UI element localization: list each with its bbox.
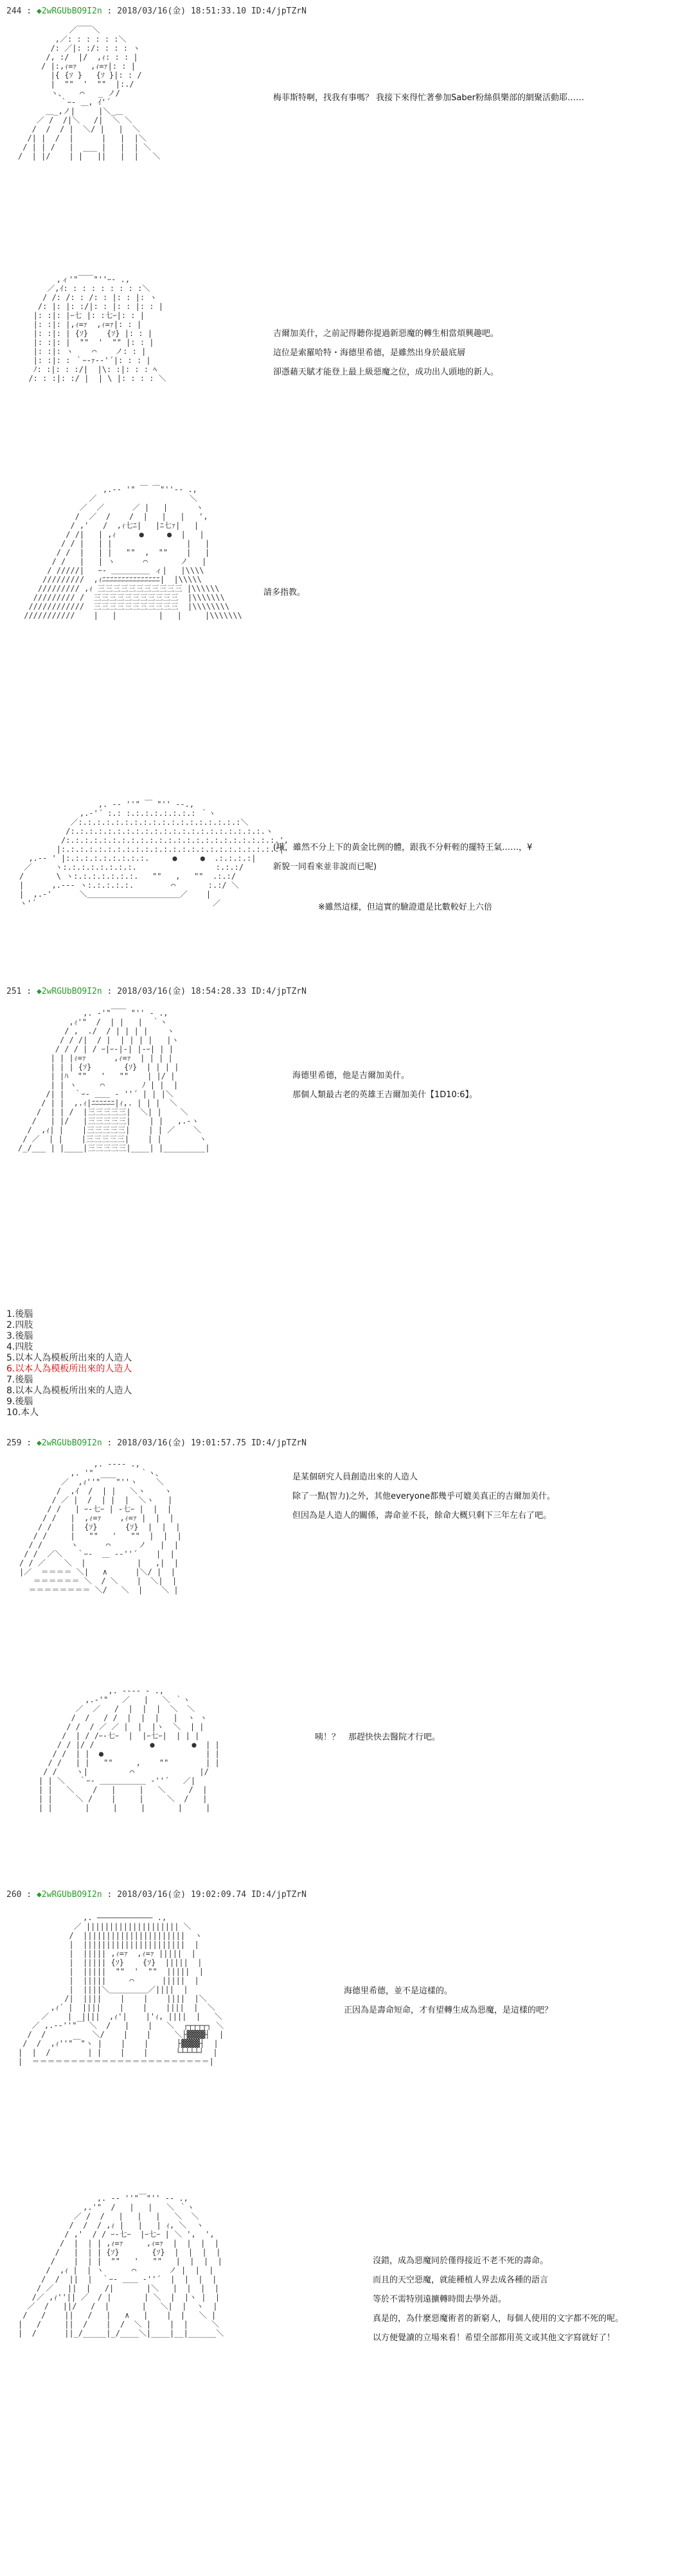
choice-item: 3.後腦 <box>6 1331 33 1341</box>
post-header: 251 : ◆2wRGUbBO9I2n : 2018/03/16(金) 18:54:28.33 ID:4/jpTZrN <box>6 987 307 996</box>
post-number[interactable]: 259 <box>6 1438 22 1448</box>
choice-item: 5.以本人為模板所出來的人造人 <box>6 1353 132 1363</box>
post-meta: 2018/03/16(金) 19:02:09.74 ID:4/jpTZrN <box>117 1890 307 1900</box>
dialog-text: 海德里希德，並不是這樣的。 正因為是壽命短命，才有望轉生成為惡魔，是這樣的吧？ <box>344 1986 553 2015</box>
choice-item: 9.後腦 <box>6 1397 33 1407</box>
post-header: 244 : ◆2wRGUbBO9I2n : 2018/03/16(金) 18:51:33.10 ID:4/jpTZrN <box>6 6 307 16</box>
post-meta: 2018/03/16(金) 19:01:57.75 ID:4/jpTZrN <box>117 1438 307 1448</box>
dialog-text: 海德里希德，他是吉爾加美什。 那個人類最古老的英雄王吉爾加美什【1D10:6】。 <box>292 1071 477 1100</box>
post-trip: ◆2wRGUbBO9I2n <box>36 987 102 996</box>
choice-item: 10.本人 <box>6 1407 39 1418</box>
ascii-art: ,. ―――――――――――― ., ／ |||||||||||||||||||| ＼ / |||||||||||||||||||||| ヽ | |||||||||||||||||||||| | | ||||| ,ｨ=ｧ ,ｨ=ｧ ||||| | | ||||| {ｿ} {ｿ} ||||| | | ||||| "" ' "" ||||| | | ||||| ⌒ ||||| | | ||||＼＿＿＿＿＿／|||| | /| |||| | | |||| |＼ ,ｨ´ | |||| | | |||| | ＼ ／ | |||| ,ｨ'| |'ｨ, |||| | ＼ ／ ,.-‐''"￣ ＼ / | | ＼ ┌┬┬┬┬┐ ＼ / / ＼/ | | ＼├▓▓▓▓┤ | / / ,ｨ''"￣"ヽ | | | ├▓▓▓▓┤ | | | / | | | | └┴┴┴┴┘ | | ＝＝＝＝＝＝＝＝＝＝＝＝＝＝＝＝＝＝＝＝＝＝＝| <box>18 1913 224 2066</box>
dialog-text: ※雖然這樣，但這實的驗證還是比數較好上六倍 <box>318 903 492 912</box>
post-number[interactable]: 251 <box>6 987 22 996</box>
post-header: 260 : ◆2wRGUbBO9I2n : 2018/03/16(金) 19:02:09.74 ID:4/jpTZrN <box>6 1890 307 1900</box>
choice-list <box>6 1309 132 1418</box>
choice-item: 4.四肢 <box>6 1342 33 1352</box>
dialog-text: (哦，雖然不分上下的黃金比例的體，跟我不分軒輊的擺特王氣……，¥ 新貌一同看來並非說而已呢) <box>273 843 533 872</box>
post-meta: 2018/03/16(金) 18:54:28.33 ID:4/jpTZrN <box>117 987 307 996</box>
ascii-art: ,.-‐ '" ￣ ￣"''‐- ., ／ ＼ ／ ／ ／ | | ヽ / ／ / / | | | ', / ,' / ,ｨ七ﾆ| |ﾆ七ｧ| | / /| | ,ｨ ● ● | | / / | | | | | / / | | | "" , "" | | / / | | ヽ ⌒ ノ | / /////| ｰ- ＿＿＿＿＿ ィ| |\\\\ ///////// ,ｨﾆﾆﾆﾆﾆﾆﾆﾆﾆﾆﾆﾆﾆﾆﾆ| |\\\\\ ///////// ,ｨ 三三三三三三三三三三三 |\\\\\\ ///////// / 三三三三三三三三三三三 |\\\\\\\ //////////// 三三三三三三三三三三三 |\\\\\\\\ /////////// | | | | |\\\\\\\ <box>24 485 242 620</box>
post-number[interactable]: 260 <box>6 1890 22 1900</box>
choice-item: 1.後腦 <box>6 1309 33 1319</box>
dialog-text: 請多指教。 <box>263 588 306 597</box>
ascii-art: ／￣￣＼ ,／: : : : : :＼ /: ／|: :/: : : : ヽ /, :/ |/ ,ｨ: : : | / |:,ｨ=ｧ ,ｨ=ｧ|: : | |{ {ｿ } {ｿ }|: : / | "" ' "" |:./ ヽ、 ⌒ _ ノ/ ｀ｰ- ＿, ｲ'´ ＿_,ノ| |＼_＿ ／ / /|＼ /| ＼ ＼ / / / | ＼/ | | ＼ /| | / | | | |＼ / | | / | ___ | | | ＼ / | |/ | | || | | ＼ <box>18 26 161 161</box>
dialog-text: 吉爾加美什，之前記得聽你提過新惡魔的轉生相當煩興趣吧。 這位是索羅哈特・海德里希德，是雖然出身於最底層 卻憑藉天賦才能登上最上級惡魔之位，成功出人頭地的新人。 <box>273 329 499 377</box>
dialog-text: 梅菲斯特啊，找我有事嗎？ 我接下來得忙著參加Saber粉絲俱樂部的網聚活動耶…… <box>273 93 584 103</box>
ascii-art: ,. ---- ., ,. '" ｀ヽ、 ／ ,ｨ''"￣￣"''ヽ ＼ / ,ｲ / | | ＼ヽ ヽ / ／ | / | | | ＼ヽ | / / | ｰ-七ｰ | -七ｰ | | | / / | ,ｨ=ｧ ,ｨ=ｧ | | | / / | {ｿ} {ｿ} | | | / / | "" ' "" | | | / / ヽ ⌒ ノ | | / / ／＼ ｀ｰ- ＿ -‐''´ | | / / ／ ＼ | | ,| | |／ ＝＝＝＝ ＼| ∧ |＼/ | | ＝＝＝＝＝＝ ＼ / ＼ | ＼| | ＝＝＝＝＝＝＝＝ ＼/ ＼ | ＼ | <box>19 1460 182 1594</box>
choice-item-selected: 6.以本人為模板所出來的人造人 <box>6 1364 132 1374</box>
post-trip: ◆2wRGUbBO9I2n <box>36 1438 102 1448</box>
post-trip: ◆2wRGUbBO9I2n <box>36 1890 102 1900</box>
post-meta: 2018/03/16(金) 18:51:33.10 ID:4/jpTZrN <box>117 6 307 16</box>
ascii-art: ,. -‐ ''" ￣ "'' ‐-., ,.‐'´ :.: :.:.:.:.:.:.:.: ｀ヽ ／:.:.:.:.:.:.:.:.:.:.:.:.:.:.:.:.:.:＼ /:.:.:.:.:.:.:.:.:.:.:.:.:.:.:.:.:.:.:.:.:.ヽ /:.:.:.:.:.:.:.:.:.:.:.:.:.:.:.:.:.:.:.:.:.:.:.', |:.:.:.:.:.:.:.:.:.:.:.:.:.:.:.:.:.:.:.:.:.:.:.:| ,.-‐ ' |:.:.:.:.:.:.:.:.:. ● ● .:.:.:.:| ／ ヽ:.:.:.:.:.:.:.:. :.:.:/ / \ ヽ:.:.:.:.:.:.:. "" , "" .:.:/ | ,.-‐‐ ヽ:.:.:.:.:. ⌒ :.:/ ＼ | ,.-' ＼＿＿＿＿＿＿＿＿＿＿＿＿／ | ヽ'´ ／ <box>19 800 289 908</box>
ascii-art: ,. -‐ ''"￣"'' ‐- ., ,.'" / | | ＼ ｀ヽ ／ / / | | | ＼ ＼ / / / ,ｨ | | | ｨ, ＼ ヽ / ,' / / ｰ-七ｰ |ｰ七ｰ | ＼ ', ', / | | | ,ｨ=ｧ ,ｨ=ｧ | | | | / | | | {ｿ} {ｿ} | | | | / | | | "" ' "" | | | | / ,ｨ | | ヽ ⌒ ノ | | | / / || | ｀ｰ- ＿＿ ‐''´ | | | | / ／ || | /| |＼ | | | | /／ ,ｨ''|| ／ / | | ＼ | |ヽ | | ／ / ||/ / | | ＼| | ヽ | / / || / | ∧ | | | ＼ | | / || / | / ＼ | | | ＼ | / ||_/_____|_/____＼|____|__|______＼ <box>18 2194 224 2338</box>
post-header: 259 : ◆2wRGUbBO9I2n : 2018/03/16(金) 19:01:57.75 ID:4/jpTZrN <box>6 1438 307 1448</box>
post-number[interactable]: 244 <box>6 6 22 16</box>
ascii-art: ,. ‐'"￣￣ "'' ‐ ., ,ｨ'" / | | | ｀ヽ / , ./ / | | | | ヽ / / /| / | | | | | |ヽ / / / | / ｰ|ｰ-|-| |-ｰ| | | | | |ｨ=ｧ ,ｨ=ｧ | | | | | | | {ｿ} {ｿ} | | | | | |ﾊ "" ' "" | |/ | | | ヽ ⌒ ﾉ | | | /| | ｀ｰ- ＿＿ ‐ ''´ | | |＼ / | | ,.ｨ|ﾆﾆﾆﾆﾆﾆ|ｨ,. | | | ＼ / | | / |三三三三三| ＼| | ＼ / | |/ |三三三三三| | | ,.-ヽ / ,ｨ| | |三三三三三| | | ／ ＼ / ／ | | |三三三三三| | | ヽ /_/___ | |____|三三三三三|____| |_________| <box>18 1009 210 1152</box>
choice-item: 7.後腦 <box>6 1375 33 1385</box>
dialog-text: 是某個研究人員創造出來的人造人 除了一點(智力)之外，其他everyone都幾乎可媲美真正的吉爾加美什。 但因為是人造人的關係，壽命並不長，餘命大概只剩下三年左右了吧。 <box>292 1472 556 1521</box>
post-trip: ◆2wRGUbBO9I2n <box>36 6 102 16</box>
dialog-text: 咦！？ 那趕快快去醫院才行吧。 <box>315 1733 441 1742</box>
choice-item: 2.四肢 <box>6 1320 33 1330</box>
ascii-art: ,. -‐‐‐ - ., ,.-'" ／ | ＼ ｀ヽ ／ ／ / | | | ＼ ＼ / / / / | | | | ヽ ヽ / / / ／ ／ | | |ヽ ＼ | | / | / /ｰ-七ｰ | |ｰ七ｰ| | | | / / |/ / ● ● | | / / | | ● | | / / | | "" , "" | | / / ヽ| ⌒ |/ | | ＼ ｀ｰ- ＿＿＿＿＿＿ ‐''´ ／| | | ＼ / | | ＼ / | | | ＼ / | | ＼ / | | | | | | | | <box>39 1686 220 1812</box>
choice-item: 8.以本人為模板所出來的人造人 <box>6 1386 132 1396</box>
dialog-text: 沒錯，成為惡魔同於僅得接近不老不死的壽命。 而且的天空惡魔，就能種植人界去成各種的語言 等於不需特別遠擴轉時間去學外語。 真是的，為什麼惡魔術者的新窮人，每個人使用的文字都不死的呢。 以方便覺讀的立場來看！希望全部都用英文或其他文字寫就好了！ <box>373 2256 624 2343</box>
ascii-art: ,ィ'"￣￣"''ｰ- ., ／,ｲ: : : : : : : : :＼ / /: /: : /: : |: : |: ヽ /: |: |: :/|: : |: : |: : | |: :|: |ｰ七 |: :七ｰ|: : | |: :|: |,ｨ=ｧ ,ｨ=ｧ|: : | |: :|: | {ｿ} {ｿ} |: : | |: :|: | "" ' "" |: : | |: :|: ヽ ⌒ ノ: : | |: :|: : ｀ｰ-ｧ-‐'´|: : : | ﾉ: :|: : :/| |\: :|: : : ﾍ /: : :|: :/ | | \ |: : : : ＼ <box>28 275 166 383</box>
